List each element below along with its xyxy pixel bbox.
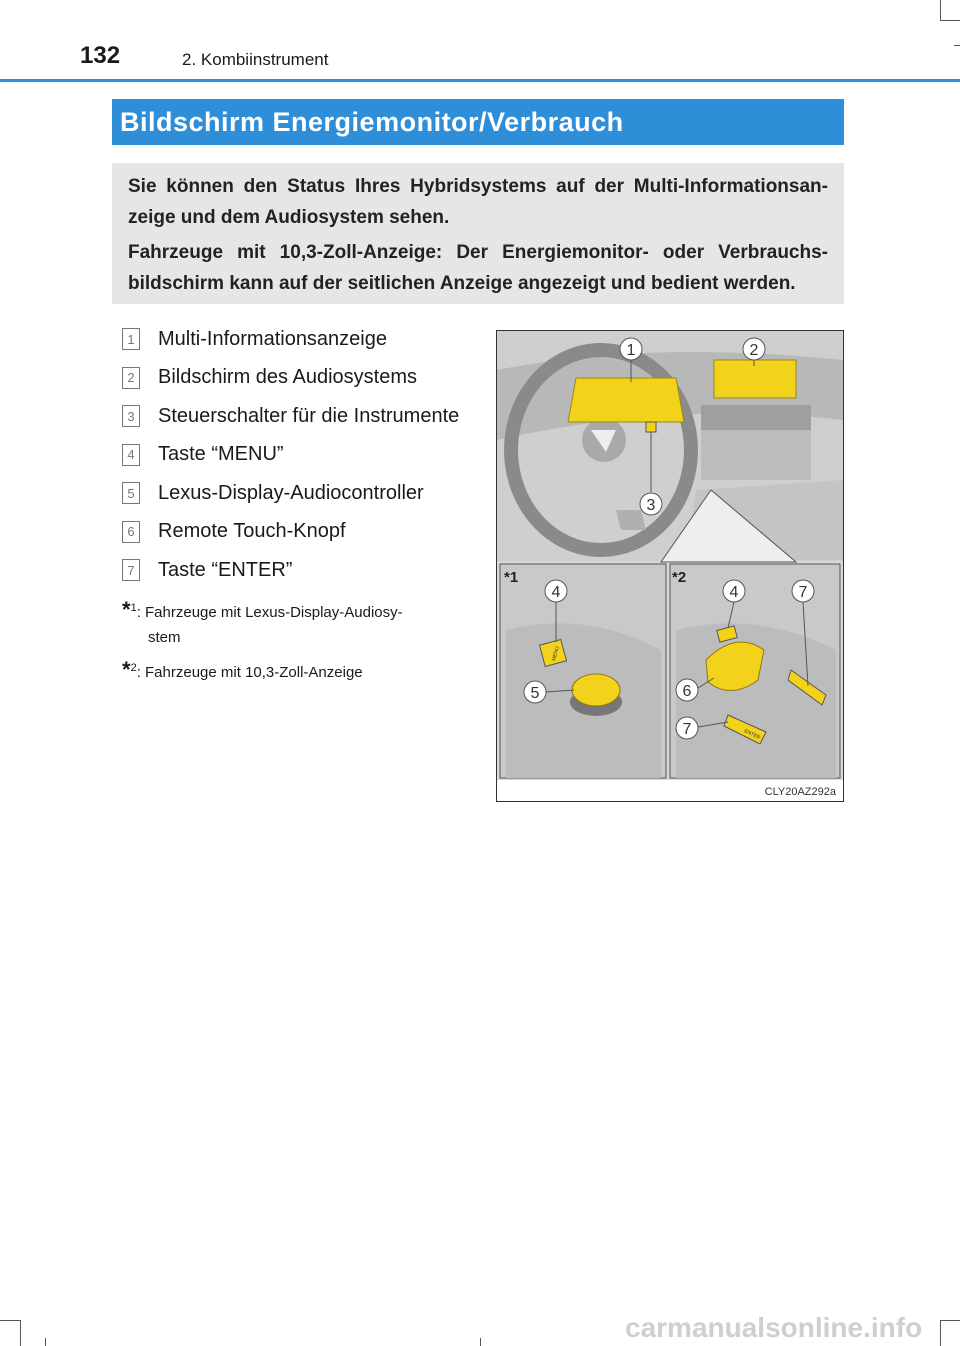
footnote-1	[122, 596, 472, 650]
crop-mark	[45, 1338, 46, 1346]
crop-mark	[940, 1320, 941, 1346]
callout-number: 5	[530, 685, 540, 702]
crop-mark	[20, 1320, 21, 1346]
callout-number: 3	[646, 497, 656, 514]
footnote-2	[122, 656, 472, 685]
legend-number: 7	[122, 559, 140, 581]
multi-info-display	[568, 378, 684, 422]
enter-button-label: ENTER	[743, 728, 762, 741]
pedal	[616, 510, 646, 530]
page-number: 132	[80, 42, 121, 69]
legend-label: Taste “ENTER”	[158, 558, 293, 581]
footnote-text: : Fahrzeuge mit Lexus-Display-Audiosy-	[136, 603, 403, 621]
crop-mark	[940, 1320, 960, 1321]
crop-mark	[954, 45, 960, 46]
audio-screen	[714, 360, 796, 398]
chapter-title: 2. Kombiinstrument	[182, 50, 329, 69]
legend-number: 3	[122, 405, 140, 427]
legend-number: 4	[122, 444, 140, 466]
crop-mark	[940, 0, 941, 20]
dashboard-illustration-svg	[496, 330, 844, 802]
intro-paragraph-1: Sie können den Status Ihres Hybridsystems auf der Multi-Informationsan-zeige und dem Audiosystem sehen.	[128, 176, 828, 228]
legend-label: Bildschirm des Audiosystems	[158, 366, 417, 389]
crop-mark	[0, 1320, 20, 1321]
dashboard-illustration	[496, 330, 844, 802]
legend-label: Multi-Informationsanzeige	[158, 327, 387, 350]
footnote-sup: 1	[130, 601, 137, 614]
center-console	[701, 430, 811, 480]
crop-mark	[480, 1338, 481, 1346]
instrument-switch	[646, 422, 656, 432]
inset-1-label: *1	[504, 569, 519, 586]
footnote-continuation: stem	[148, 628, 181, 646]
figure-code: CLY20AZ292a	[764, 786, 836, 798]
callout-number: 4	[551, 584, 561, 601]
footnote-sup: 2	[130, 661, 137, 674]
legend-label: Lexus-Display-Audiocontroller	[158, 481, 424, 504]
callout-number: 1	[626, 342, 636, 359]
header-rule	[0, 79, 960, 82]
watermark: carmanualsonline.info	[625, 1312, 923, 1343]
intro-box	[112, 163, 844, 304]
footnote-symbol: *	[122, 596, 131, 622]
legend-label: Taste “MENU”	[158, 443, 284, 466]
callout-number: 6	[682, 683, 692, 700]
callout-number: 7	[682, 721, 692, 738]
callout-number: 7	[798, 584, 808, 601]
audio-controller-knob	[572, 674, 620, 706]
crop-mark	[940, 20, 960, 21]
legend-list	[122, 320, 472, 685]
section-title: Bildschirm Energiemonitor/Verbrauch	[112, 99, 844, 145]
footnote-symbol: *	[122, 656, 131, 682]
legend-number: 1	[122, 328, 140, 350]
menu-button-label: MENU	[551, 645, 561, 662]
air-vents	[701, 405, 811, 430]
inset-2-label: *2	[672, 569, 687, 586]
callout-number: 4	[729, 584, 739, 601]
legend-item	[122, 320, 472, 359]
legend-label: Steuerschalter für die Instrumente	[158, 404, 460, 427]
legend-number: 5	[122, 482, 140, 504]
intro-paragraph-2: Fahrzeuge mit 10,3-Zoll-Anzeige: Der Energiemonitor- oder Verbrauchs-bildschirm kann auf der seitlichen Anzeige angezeigt und bedient werden.	[128, 242, 828, 294]
legend-item	[122, 474, 472, 513]
legend-item	[122, 513, 472, 552]
legend-number: 2	[122, 367, 140, 389]
footnote-text: : Fahrzeuge mit 10,3-Zoll-Anzeige	[136, 663, 363, 681]
legend-number: 6	[122, 521, 140, 543]
legend-item	[122, 436, 472, 475]
legend-item	[122, 551, 472, 590]
callout-number: 2	[749, 342, 759, 359]
legend-item	[122, 397, 472, 436]
legend-label: Remote Touch-Knopf	[158, 520, 346, 543]
legend-item	[122, 359, 472, 398]
